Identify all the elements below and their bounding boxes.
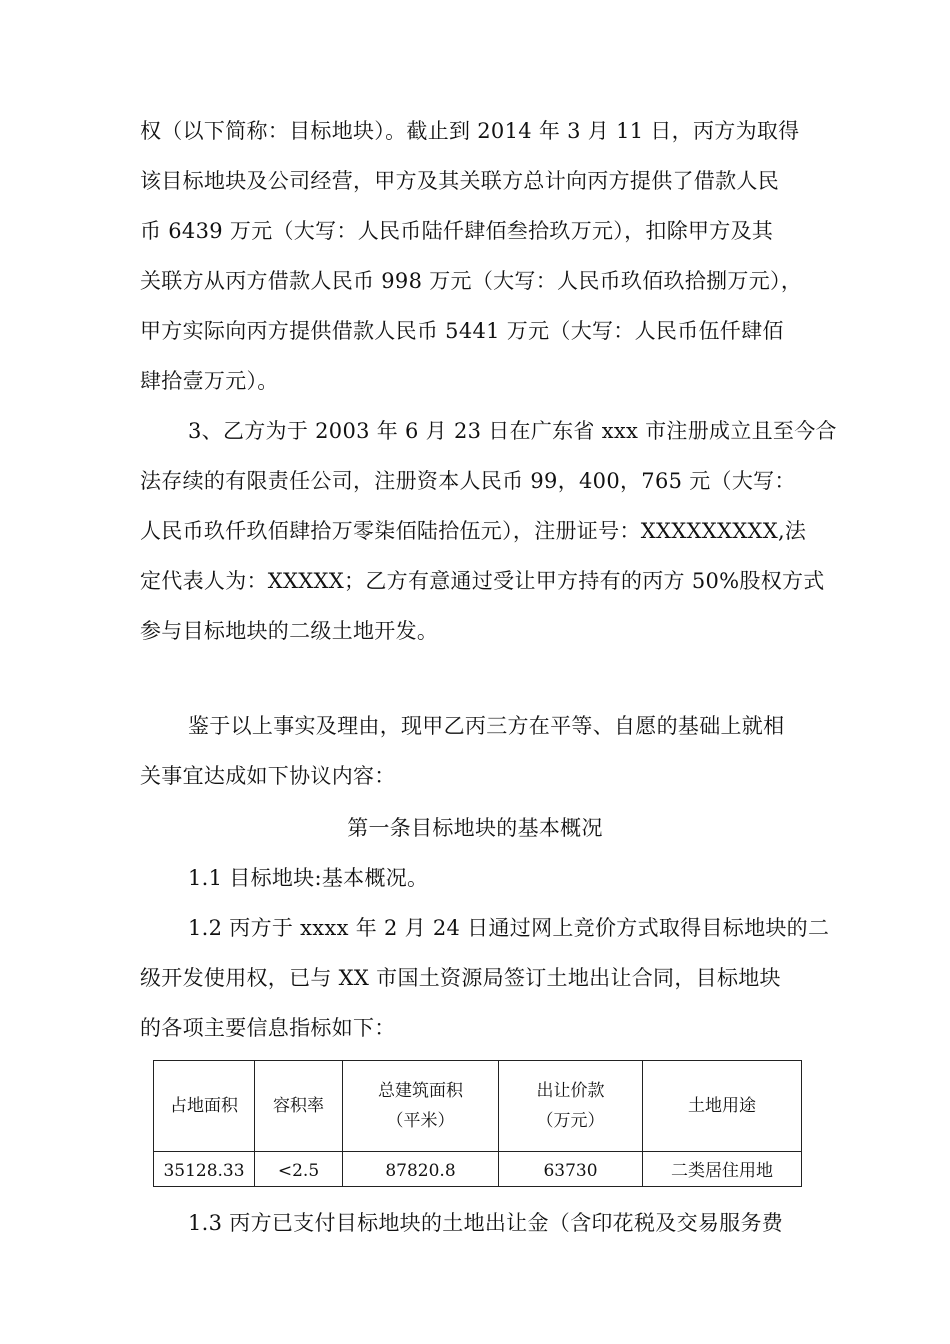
paragraph-line: 币 6439 万元（大写：人民币陆仟肆佰叁拾玖万元），扣除甲方及其 xyxy=(140,219,774,243)
paragraph-line: 该目标地块及公司经营，甲方及其关联方总计向丙方提供了借款人民 xyxy=(140,169,779,193)
article-title: 第一条目标地块的基本概况 xyxy=(347,816,603,840)
table-header-cell: 总建筑面积 （平米） xyxy=(343,1061,499,1152)
paragraph-line: 人民币玖仟玖佰肆拾万零柒佰陆拾伍元），注册证号：XXXXXXXXX,法 xyxy=(140,519,807,543)
table-cell: 35128.33 xyxy=(154,1152,255,1187)
table-header-cell: 出让价款 （万元） xyxy=(499,1061,643,1152)
paragraph-line: 法存续的有限责任公司，注册资本人民币 99，400，765 元（大写： xyxy=(140,469,796,493)
paragraph-line: 参与目标地块的二级土地开发。 xyxy=(140,619,439,643)
paragraph-line: 的各项主要信息指标如下： xyxy=(140,1016,396,1040)
land-info-table xyxy=(153,1060,802,1187)
table-cell: 87820.8 xyxy=(343,1152,499,1187)
paragraph-line: 权（以下简称：目标地块）。截止到 2014 年 3 月 11 日，丙方为取得 xyxy=(140,119,800,143)
paragraph-line: 关联方从丙方借款人民币 998 万元（大写：人民币玖佰玖拾捌万元）， xyxy=(140,269,803,293)
paragraph-line: 甲方实际向丙方提供借款人民币 5441 万元（大写：人民币伍仟肆佰 xyxy=(140,319,784,343)
paragraph-line: 1.2 丙方于 xxxx 年 2 月 24 日通过网上竞价方式取得目标地块的二 xyxy=(188,916,830,940)
table-header-cell: 容积率 xyxy=(255,1061,343,1152)
paragraph-line: 定代表人为：XXXXX；乙方有意通过受让甲方持有的丙方 50%股权方式 xyxy=(140,569,825,593)
paragraph-line: 鉴于以上事实及理由，现甲乙丙三方在平等、自愿的基础上就相 xyxy=(188,714,785,738)
table-header-cell: 土地用途 xyxy=(643,1061,802,1152)
paragraph-line: 3、乙方为于 2003 年 6 月 23 日在广东省 xxx 市注册成立且至今合 xyxy=(188,419,837,443)
table-header-row xyxy=(154,1061,802,1152)
table-cell: 63730 xyxy=(499,1152,643,1187)
paragraph-line: 关事宜达成如下协议内容： xyxy=(140,764,396,788)
table-cell: <2.5 xyxy=(255,1152,343,1187)
table-row xyxy=(154,1152,802,1187)
table-header-cell: 占地面积 xyxy=(154,1061,255,1152)
table-cell: 二类居住用地 xyxy=(643,1152,802,1187)
paragraph-line: 肆拾壹万元）。 xyxy=(140,369,279,393)
paragraph-line: 级开发使用权，已与 XX 市国土资源局签订土地出让合同，目标地块 xyxy=(140,966,781,990)
clause-1-3: 1.3 丙方已支付目标地块的土地出让金（含印花税及交易服务费 xyxy=(188,1211,784,1235)
clause-1-1: 1.1 目标地块:基本概况。 xyxy=(188,866,429,890)
